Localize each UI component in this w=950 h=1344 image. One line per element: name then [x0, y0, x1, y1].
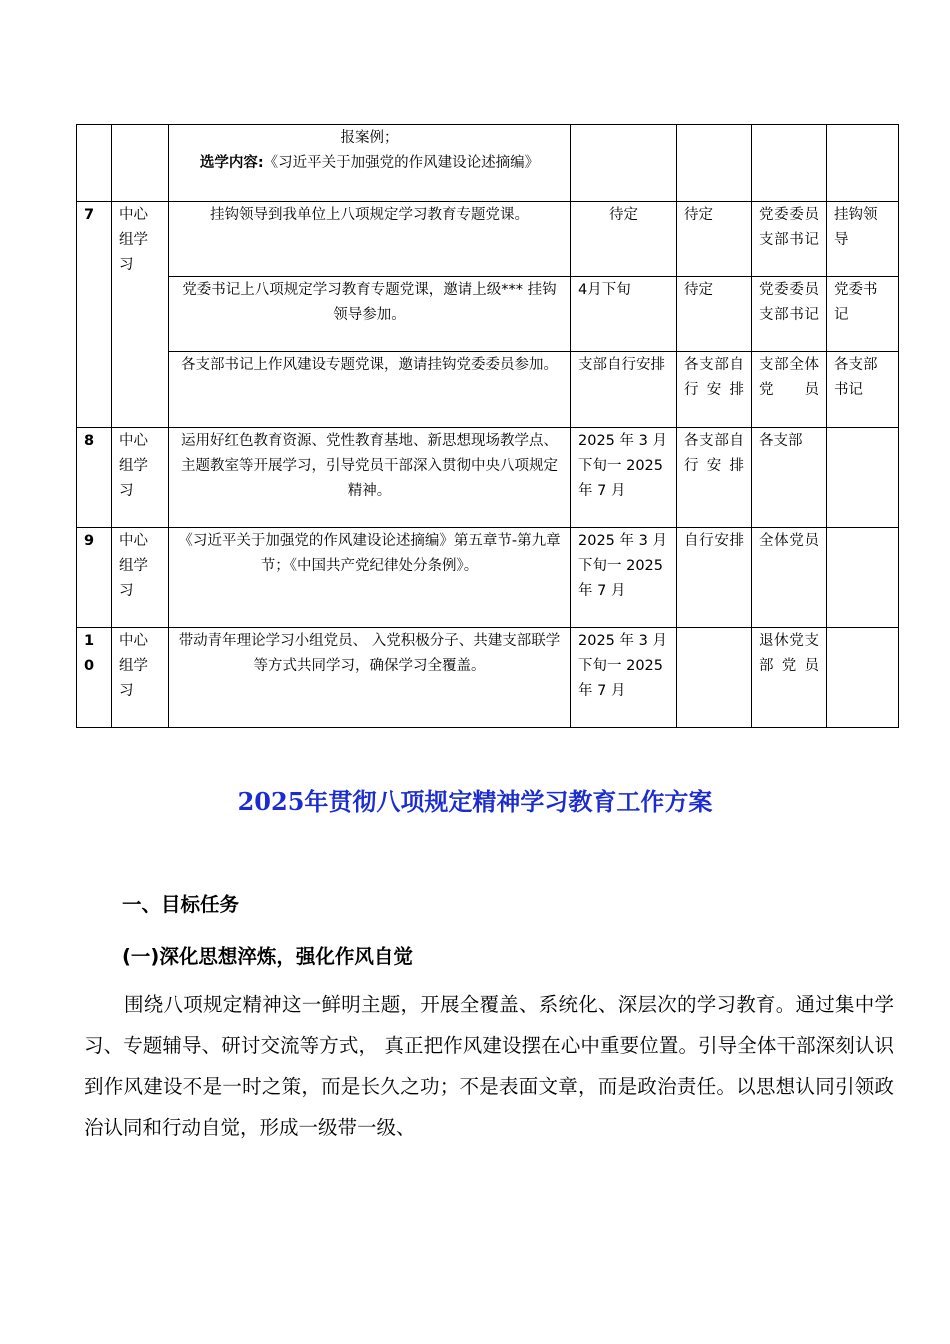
table-row-10	[77, 628, 899, 728]
cell-place: 各支部自行安排	[677, 352, 752, 428]
subsection-heading: (一)深化思想淬炼，强化作风自觉	[122, 945, 413, 968]
study-plan-table	[76, 124, 899, 728]
cell-place: 自行安排	[677, 528, 752, 628]
cell-num: 10	[77, 628, 112, 728]
cell-lead: 挂钩领导	[827, 202, 899, 277]
cell-content: 各支部书记上作风建设专题党课，邀请挂钩党委委员参加。	[169, 352, 571, 428]
content-line-optional-reading	[176, 151, 563, 176]
cell-content-continued	[169, 125, 571, 202]
cell-content: 运用好红色教育资源、党性教育基地、新思想现场教学点、 主题教室等开展学习，引导党员干部深入贯彻中央八项规定精神。	[169, 428, 571, 528]
cell-time: 2025 年 3 月下旬一 2025 年 7 月	[571, 428, 677, 528]
cell-lead: 各支部书记	[827, 352, 899, 428]
cell-type: 中心组学习	[112, 202, 169, 428]
cell-participants: 退休党支部党员	[752, 628, 827, 728]
optional-reading-label: 选学内容:	[199, 155, 264, 171]
cell-participants: 全体党员	[752, 528, 827, 628]
cell-time: 待定	[571, 202, 677, 277]
cell-content: 《习近平关于加强党的作风建设论述摘编》第五章节-第九章节；《中国共产党纪律处分条例》。	[169, 528, 571, 628]
cell-participants: 各支部	[752, 428, 827, 528]
cell-content: 带动青年理论学习小组党员、 入党积极分子、共建支部联学等方式共同学习，确保学习全覆盖。	[169, 628, 571, 728]
document-title: 2025年贯彻八项规定精神学习教育工作方案	[237, 787, 713, 816]
cell-time-empty	[571, 125, 677, 202]
table-row-8	[77, 428, 899, 528]
cell-num: 7	[77, 202, 112, 428]
cell-lead: 党委书记	[827, 277, 899, 352]
cell-type: 中心组学习	[112, 528, 169, 628]
table-row-7a	[77, 202, 899, 277]
cell-time: 支部自行安排	[571, 352, 677, 428]
section-heading: 一、目标任务	[122, 893, 240, 916]
cell-time: 4月下旬	[571, 277, 677, 352]
cell-content: 挂钩领导到我单位上八项规定学习教育专题党课。	[169, 202, 571, 277]
cell-lead	[827, 628, 899, 728]
cell-place-empty	[677, 125, 752, 202]
cell-place: 待定	[677, 202, 752, 277]
cell-participants: 党委委员支部书记	[752, 277, 827, 352]
cell-type: 中心组学习	[112, 628, 169, 728]
content-line-case: 报案例；	[340, 130, 399, 146]
cell-time: 2025 年 3 月下旬一 2025 年 7 月	[571, 528, 677, 628]
cell-content: 党委书记上八项规定学习教育专题党课，邀请上级*** 挂钩领导参加。	[169, 277, 571, 352]
table-row-9	[77, 528, 899, 628]
body-paragraph: 围绕八项规定精神这一鲜明主题，开展全覆盖、系统化、深层次的学习教育。通过集中学习、专题辅导、研讨交流等方式， 真正把作风建设摆在心中重要位置。引导全体干部深刻认识到作风建设不是一时之策，而是长久之功；不是表面文章，而是政治责任。以思想认同引领政治认同和行动自觉，形成一级带一级、	[84, 993, 894, 1139]
table-row-7c	[77, 352, 899, 428]
cell-lead	[827, 428, 899, 528]
cell-place: 各支部自行安排	[677, 428, 752, 528]
table-row-continued	[77, 125, 899, 202]
cell-num: 9	[77, 528, 112, 628]
cell-type-empty	[112, 125, 169, 202]
cell-num: 8	[77, 428, 112, 528]
optional-reading-book: 《习近平关于加强党的作风建设论述摘编》	[263, 155, 540, 171]
cell-place	[677, 628, 752, 728]
cell-lead	[827, 528, 899, 628]
cell-time: 2025 年 3 月下旬一 2025 年 7 月	[571, 628, 677, 728]
cell-lead-empty	[827, 125, 899, 202]
cell-participants: 党委委员支部书记	[752, 202, 827, 277]
cell-participants: 支部全体党员	[752, 352, 827, 428]
cell-type: 中心组学习	[112, 428, 169, 528]
table-row-7b	[77, 277, 899, 352]
cell-place: 待定	[677, 277, 752, 352]
cell-num-empty	[77, 125, 112, 202]
cell-participants-empty	[752, 125, 827, 202]
